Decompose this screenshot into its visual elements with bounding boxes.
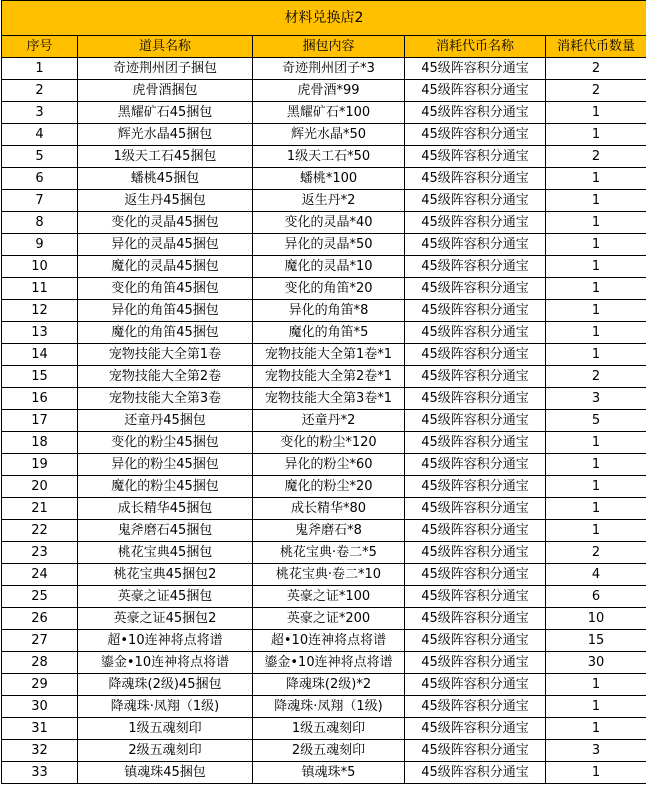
cell-bundle-content: 鬼斧磨石*8 (253, 520, 405, 542)
cell-token-name: 45级阵容积分通宝 (405, 630, 546, 652)
cell-token-count: 5 (546, 410, 646, 432)
cell-item-name: 宠物技能大全第3卷 (78, 388, 253, 410)
cell-item-name: 变化的粉尘45捆包 (78, 432, 253, 454)
cell-index: 26 (2, 608, 78, 630)
cell-item-name: 鎏金•10连神将点将谱 (78, 652, 253, 674)
cell-item-name: 还童丹45捆包 (78, 410, 253, 432)
cell-token-name: 45级阵容积分通宝 (405, 322, 546, 344)
cell-token-name: 45级阵容积分通宝 (405, 234, 546, 256)
cell-bundle-content: 变化的角笛*20 (253, 278, 405, 300)
cell-item-name: 宠物技能大全第2卷 (78, 366, 253, 388)
cell-bundle-content: 成长精华*80 (253, 498, 405, 520)
cell-token-name: 45级阵容积分通宝 (405, 608, 546, 630)
table-row (2, 586, 646, 608)
cell-index: 27 (2, 630, 78, 652)
col-header-item-name: 道具名称 (78, 36, 253, 58)
cell-index: 15 (2, 366, 78, 388)
cell-bundle-content: 1级五魂刻印 (253, 718, 405, 740)
cell-index: 13 (2, 322, 78, 344)
cell-index: 8 (2, 212, 78, 234)
table-row (2, 278, 646, 300)
cell-token-count: 6 (546, 586, 646, 608)
cell-token-name: 45级阵容积分通宝 (405, 190, 546, 212)
cell-token-name: 45级阵容积分通宝 (405, 80, 546, 102)
table-row (2, 322, 646, 344)
cell-item-name: 返生丹45捆包 (78, 190, 253, 212)
cell-item-name: 宠物技能大全第1卷 (78, 344, 253, 366)
cell-token-count: 1 (546, 190, 646, 212)
cell-index: 22 (2, 520, 78, 542)
cell-token-name: 45级阵容积分通宝 (405, 762, 546, 784)
table-row (2, 432, 646, 454)
cell-item-name: 桃花宝典45捆包2 (78, 564, 253, 586)
table-row (2, 718, 646, 740)
col-header-token-name: 消耗代币名称 (405, 36, 546, 58)
cell-bundle-content: 桃花宝典·卷二*10 (253, 564, 405, 586)
cell-token-name: 45级阵容积分通宝 (405, 652, 546, 674)
table-row (2, 124, 646, 146)
cell-item-name: 魔化的角笛45捆包 (78, 322, 253, 344)
cell-bundle-content: 英豪之证*200 (253, 608, 405, 630)
cell-token-name: 45级阵容积分通宝 (405, 674, 546, 696)
cell-index: 23 (2, 542, 78, 564)
cell-index: 18 (2, 432, 78, 454)
cell-bundle-content: 魔化的粉尘*20 (253, 476, 405, 498)
table-row (2, 410, 646, 432)
cell-bundle-content: 英豪之证*100 (253, 586, 405, 608)
cell-item-name: 降魂珠(2级)45捆包 (78, 674, 253, 696)
cell-token-count: 1 (546, 344, 646, 366)
cell-token-name: 45级阵容积分通宝 (405, 146, 546, 168)
table-row (2, 498, 646, 520)
cell-item-name: 鬼斧磨石45捆包 (78, 520, 253, 542)
table-row (2, 190, 646, 212)
cell-index: 14 (2, 344, 78, 366)
cell-token-name: 45级阵容积分通宝 (405, 564, 546, 586)
cell-index: 25 (2, 586, 78, 608)
cell-token-count: 1 (546, 520, 646, 542)
col-header-index: 序号 (2, 36, 78, 58)
cell-token-name: 45级阵容积分通宝 (405, 432, 546, 454)
cell-bundle-content: 蟠桃*100 (253, 168, 405, 190)
col-header-token-count: 消耗代币数量 (546, 36, 646, 58)
cell-index: 20 (2, 476, 78, 498)
cell-index: 21 (2, 498, 78, 520)
table-row (2, 80, 646, 102)
cell-item-name: 异化的灵晶45捆包 (78, 234, 253, 256)
cell-item-name: 魔化的粉尘45捆包 (78, 476, 253, 498)
title-row (2, 1, 646, 36)
exchange-table (1, 0, 646, 784)
cell-token-count: 3 (546, 388, 646, 410)
cell-index: 33 (2, 762, 78, 784)
cell-token-name: 45级阵容积分通宝 (405, 498, 546, 520)
cell-index: 24 (2, 564, 78, 586)
table-body (2, 58, 646, 784)
cell-item-name: 1级五魂刻印 (78, 718, 253, 740)
table-row (2, 542, 646, 564)
cell-token-count: 1 (546, 498, 646, 520)
cell-item-name: 魔化的灵晶45捆包 (78, 256, 253, 278)
cell-index: 12 (2, 300, 78, 322)
cell-token-count: 2 (546, 366, 646, 388)
cell-index: 3 (2, 102, 78, 124)
cell-bundle-content: 返生丹*2 (253, 190, 405, 212)
cell-index: 32 (2, 740, 78, 762)
cell-token-count: 1 (546, 300, 646, 322)
cell-token-count: 1 (546, 696, 646, 718)
cell-token-count: 1 (546, 674, 646, 696)
cell-token-name: 45级阵容积分通宝 (405, 212, 546, 234)
cell-bundle-content: 变化的粉尘*120 (253, 432, 405, 454)
cell-token-name: 45级阵容积分通宝 (405, 520, 546, 542)
table-row (2, 564, 646, 586)
table-row (2, 762, 646, 784)
cell-token-count: 1 (546, 102, 646, 124)
cell-index: 2 (2, 80, 78, 102)
cell-index: 19 (2, 454, 78, 476)
table-row (2, 300, 646, 322)
cell-token-name: 45级阵容积分通宝 (405, 300, 546, 322)
table-row (2, 454, 646, 476)
cell-token-count: 1 (546, 432, 646, 454)
cell-bundle-content: 宠物技能大全第1卷*1 (253, 344, 405, 366)
cell-bundle-content: 还童丹*2 (253, 410, 405, 432)
cell-token-count: 1 (546, 256, 646, 278)
table-row (2, 652, 646, 674)
cell-item-name: 2级五魂刻印 (78, 740, 253, 762)
col-header-bundle-content: 捆包内容 (253, 36, 405, 58)
table-row (2, 344, 646, 366)
cell-item-name: 异化的角笛45捆包 (78, 300, 253, 322)
cell-item-name: 奇迹荆州团子捆包 (78, 58, 253, 80)
cell-index: 10 (2, 256, 78, 278)
table-row (2, 366, 646, 388)
cell-item-name: 镇魂珠45捆包 (78, 762, 253, 784)
cell-token-name: 45级阵容积分通宝 (405, 256, 546, 278)
cell-index: 5 (2, 146, 78, 168)
cell-bundle-content: 黑耀矿石*100 (253, 102, 405, 124)
cell-bundle-content: 变化的灵晶*40 (253, 212, 405, 234)
cell-index: 16 (2, 388, 78, 410)
cell-token-name: 45级阵容积分通宝 (405, 58, 546, 80)
cell-token-count: 1 (546, 476, 646, 498)
table-row (2, 146, 646, 168)
cell-bundle-content: 奇迹荆州团子*3 (253, 58, 405, 80)
cell-token-count: 1 (546, 278, 646, 300)
cell-index: 9 (2, 234, 78, 256)
cell-token-name: 45级阵容积分通宝 (405, 102, 546, 124)
cell-item-name: 英豪之证45捆包2 (78, 608, 253, 630)
table-row (2, 696, 646, 718)
cell-token-name: 45级阵容积分通宝 (405, 542, 546, 564)
cell-token-name: 45级阵容积分通宝 (405, 388, 546, 410)
cell-token-name: 45级阵容积分通宝 (405, 718, 546, 740)
table-row (2, 476, 646, 498)
cell-index: 29 (2, 674, 78, 696)
table-row (2, 740, 646, 762)
cell-item-name: 黑耀矿石45捆包 (78, 102, 253, 124)
cell-item-name: 变化的灵晶45捆包 (78, 212, 253, 234)
cell-bundle-content: 镇魂珠*5 (253, 762, 405, 784)
cell-index: 7 (2, 190, 78, 212)
cell-bundle-content: 超•10连神将点将谱 (253, 630, 405, 652)
cell-token-count: 2 (546, 58, 646, 80)
cell-item-name: 超•10连神将点将谱 (78, 630, 253, 652)
cell-item-name: 桃花宝典45捆包 (78, 542, 253, 564)
cell-bundle-content: 鎏金•10连神将点将谱 (253, 652, 405, 674)
cell-index: 1 (2, 58, 78, 80)
cell-token-count: 1 (546, 322, 646, 344)
cell-token-count: 3 (546, 740, 646, 762)
cell-token-name: 45级阵容积分通宝 (405, 344, 546, 366)
cell-index: 17 (2, 410, 78, 432)
table-row (2, 102, 646, 124)
cell-token-count: 1 (546, 454, 646, 476)
cell-index: 4 (2, 124, 78, 146)
cell-token-name: 45级阵容积分通宝 (405, 278, 546, 300)
table-row (2, 630, 646, 652)
cell-token-name: 45级阵容积分通宝 (405, 586, 546, 608)
cell-token-count: 2 (546, 146, 646, 168)
cell-index: 30 (2, 696, 78, 718)
cell-token-count: 10 (546, 608, 646, 630)
cell-bundle-content: 降魂珠·凤翔（1级) (253, 696, 405, 718)
table-row (2, 212, 646, 234)
cell-item-name: 虎骨酒捆包 (78, 80, 253, 102)
cell-bundle-content: 桃花宝典·卷二*5 (253, 542, 405, 564)
cell-index: 6 (2, 168, 78, 190)
cell-token-name: 45级阵容积分通宝 (405, 696, 546, 718)
cell-token-count: 1 (546, 168, 646, 190)
cell-token-name: 45级阵容积分通宝 (405, 366, 546, 388)
cell-token-count: 1 (546, 234, 646, 256)
cell-token-count: 1 (546, 718, 646, 740)
table-row (2, 168, 646, 190)
table-row (2, 608, 646, 630)
table-row (2, 234, 646, 256)
cell-token-name: 45级阵容积分通宝 (405, 168, 546, 190)
cell-item-name: 成长精华45捆包 (78, 498, 253, 520)
cell-bundle-content: 异化的灵晶*50 (253, 234, 405, 256)
cell-token-name: 45级阵容积分通宝 (405, 476, 546, 498)
header-row (2, 36, 646, 58)
cell-token-count: 1 (546, 762, 646, 784)
cell-token-count: 4 (546, 564, 646, 586)
table-title: 材料兑换店2 (2, 1, 646, 36)
cell-token-count: 15 (546, 630, 646, 652)
table-row (2, 388, 646, 410)
cell-token-count: 30 (546, 652, 646, 674)
cell-bundle-content: 虎骨酒*99 (253, 80, 405, 102)
cell-item-name: 1级天工石45捆包 (78, 146, 253, 168)
cell-bundle-content: 宠物技能大全第3卷*1 (253, 388, 405, 410)
cell-token-name: 45级阵容积分通宝 (405, 740, 546, 762)
cell-item-name: 变化的角笛45捆包 (78, 278, 253, 300)
cell-item-name: 降魂珠·凤翔（1级) (78, 696, 253, 718)
table-row (2, 674, 646, 696)
cell-index: 31 (2, 718, 78, 740)
cell-index: 28 (2, 652, 78, 674)
cell-token-count: 1 (546, 212, 646, 234)
cell-item-name: 英豪之证45捆包 (78, 586, 253, 608)
table-row (2, 520, 646, 542)
cell-item-name: 辉光水晶45捆包 (78, 124, 253, 146)
cell-token-count: 2 (546, 80, 646, 102)
cell-index: 11 (2, 278, 78, 300)
cell-token-count: 2 (546, 542, 646, 564)
cell-token-name: 45级阵容积分通宝 (405, 454, 546, 476)
cell-bundle-content: 异化的角笛*8 (253, 300, 405, 322)
cell-token-name: 45级阵容积分通宝 (405, 124, 546, 146)
cell-bundle-content: 魔化的灵晶*10 (253, 256, 405, 278)
cell-bundle-content: 宠物技能大全第2卷*1 (253, 366, 405, 388)
cell-bundle-content: 辉光水晶*50 (253, 124, 405, 146)
cell-bundle-content: 异化的粉尘*60 (253, 454, 405, 476)
cell-bundle-content: 魔化的角笛*5 (253, 322, 405, 344)
cell-item-name: 异化的粉尘45捆包 (78, 454, 253, 476)
cell-bundle-content: 1级天工石*50 (253, 146, 405, 168)
cell-item-name: 蟠桃45捆包 (78, 168, 253, 190)
cell-token-count: 1 (546, 124, 646, 146)
table-row (2, 58, 646, 80)
cell-token-name: 45级阵容积分通宝 (405, 410, 546, 432)
table-row (2, 256, 646, 278)
cell-bundle-content: 降魂珠(2级)*2 (253, 674, 405, 696)
cell-bundle-content: 2级五魂刻印 (253, 740, 405, 762)
